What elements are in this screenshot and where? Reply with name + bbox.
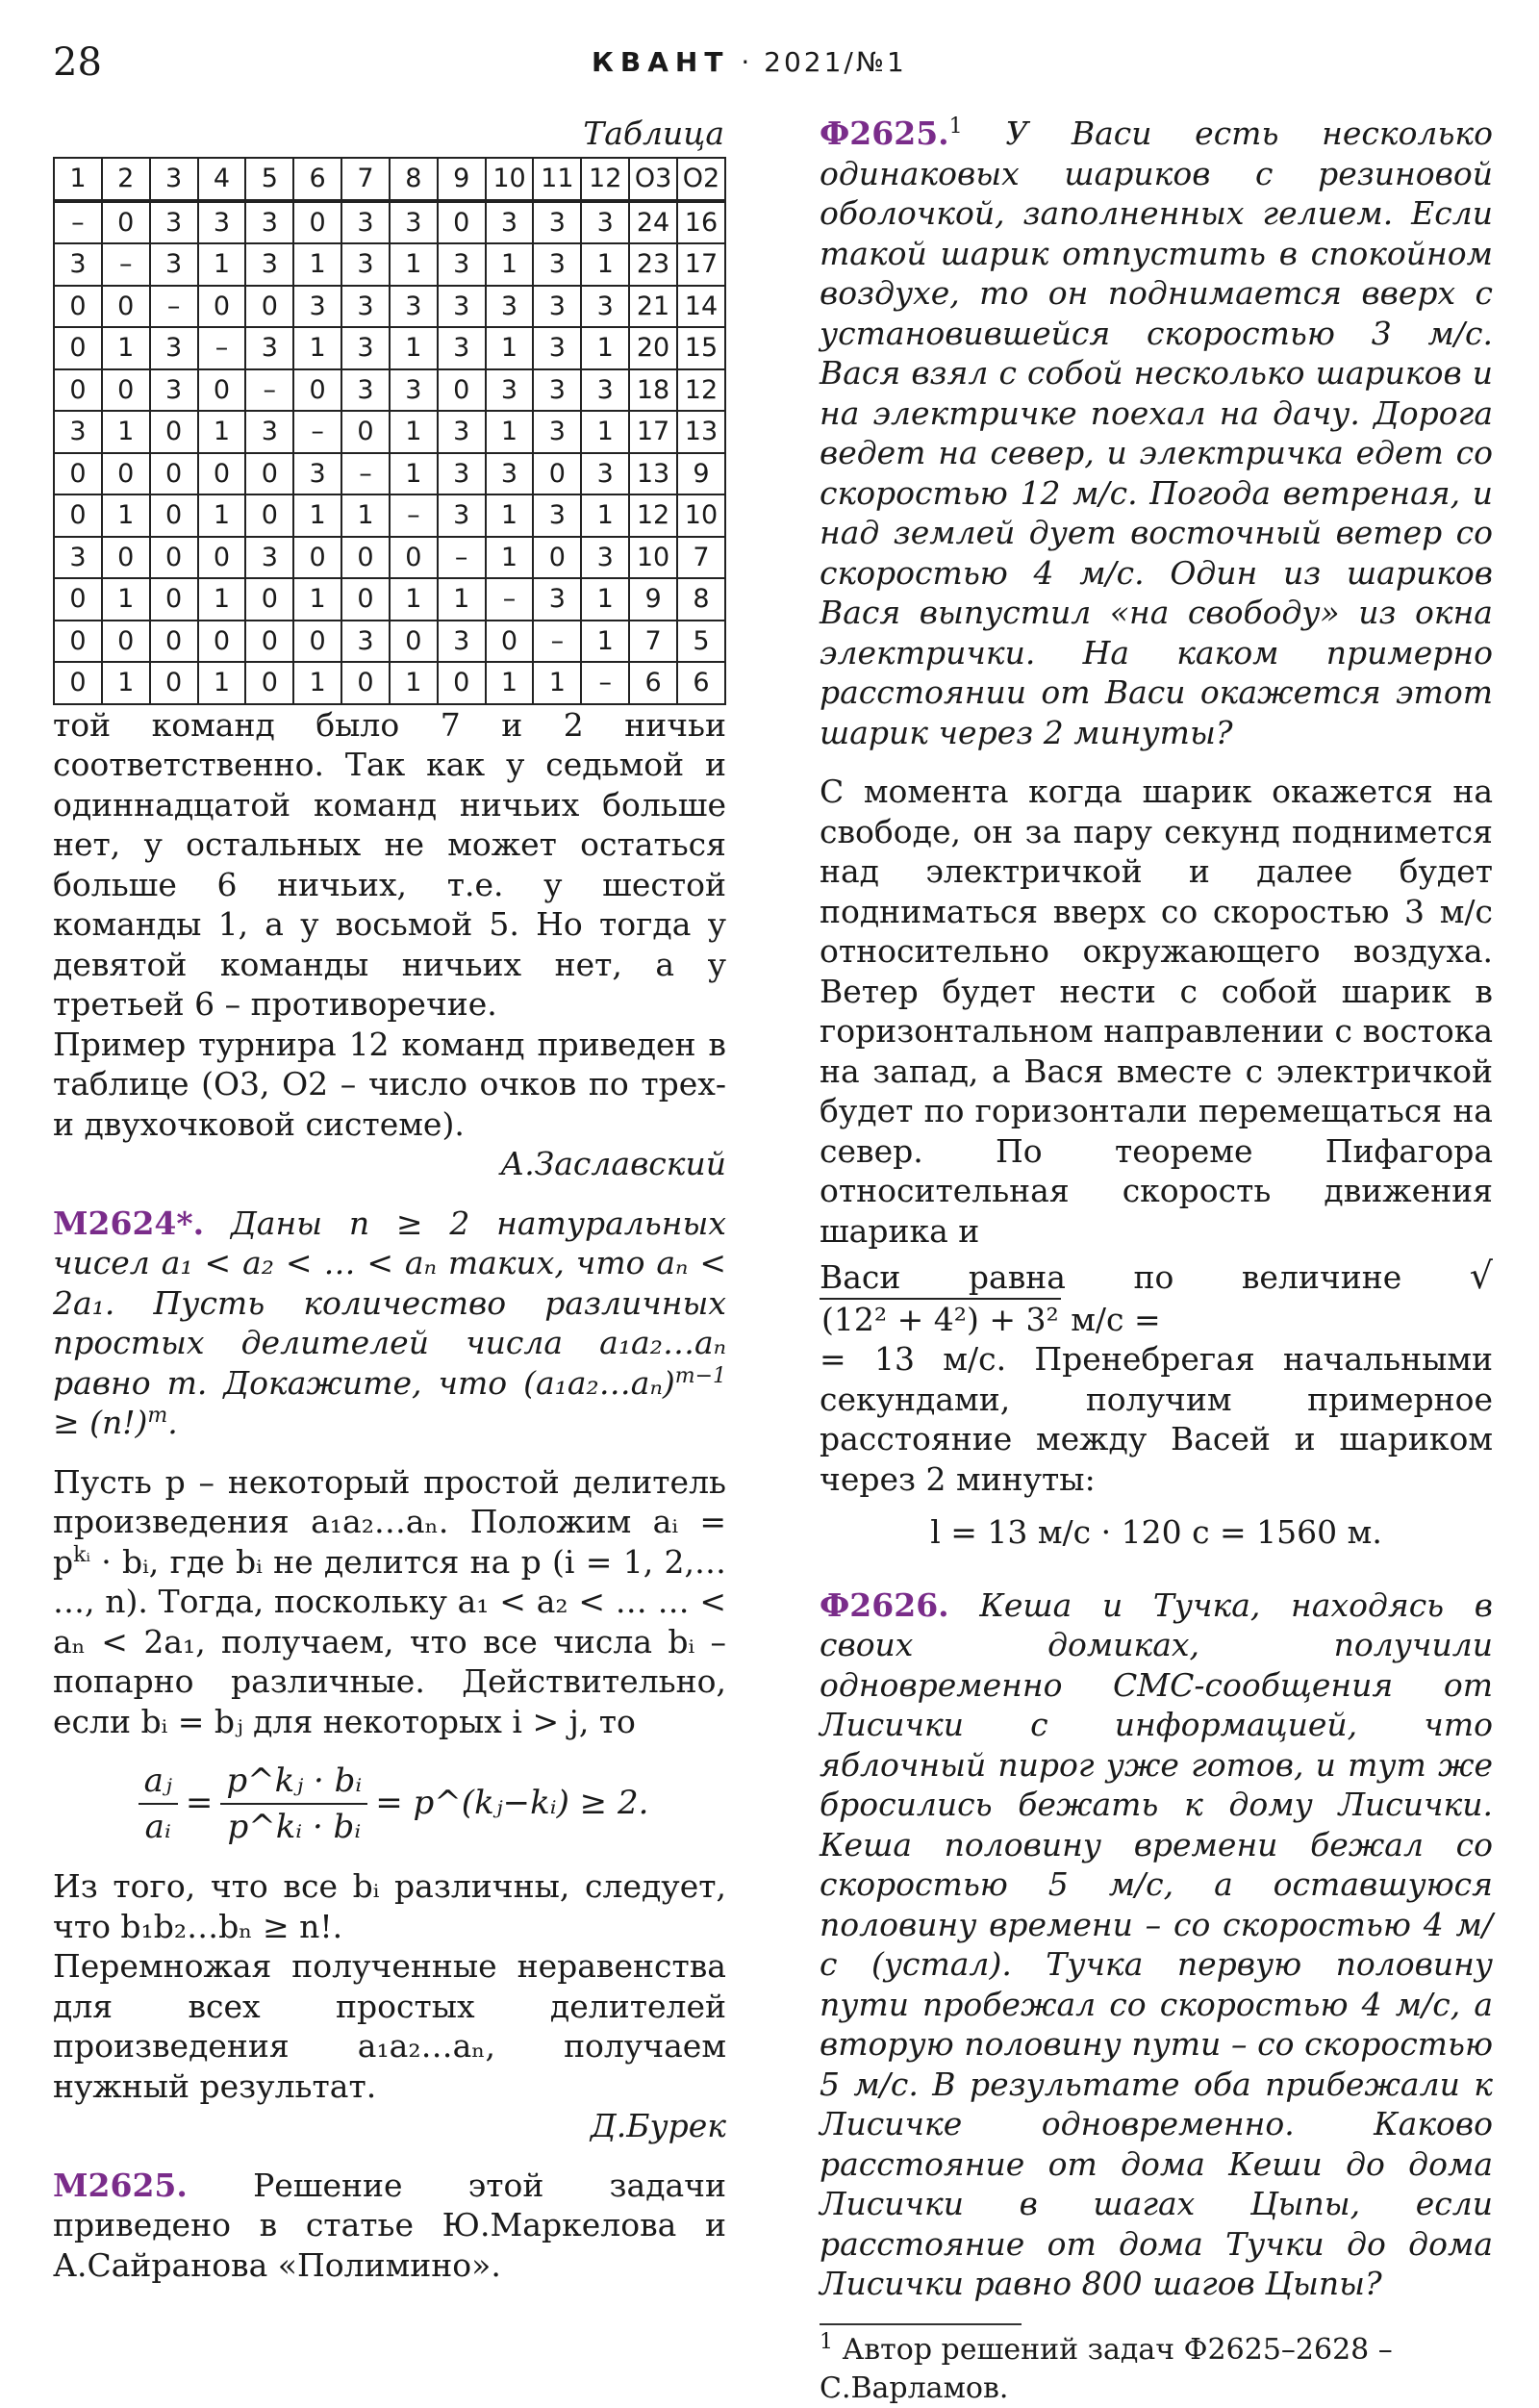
fraction-2 [220,1759,367,1849]
table-cell: 0 [198,537,246,579]
fraction-formula: $\frac{\text{aⱼ}}{\text{aᵢ}}$ = $\frac{\text{p\textasciicircum{}kⱼ · bᵢ}}{\text{p\textasciicircum{}kᵢ · bᵢ}}$ = p^(kⱼ−kᵢ) ≥ 2. [53,1741,726,1866]
table-cell: 6 [629,662,677,704]
table-cell: 3 [341,327,390,369]
f2625-solution: С момента когда шарик окажется на свободе, он за пару секунд поднимется над электричкой и далее будет подниматься вверх со скоростью 3 м/с относительно окружающего воздуха. Ветер будет нести с собой шарик в горизонтальном направлении с востока на запад, а Вася вместе с электричкой будет по горизонтали перемещаться на север. По теореме Пифагора относительная скорость движения шарика и [820,773,1493,1250]
table-cell: 3 [245,411,293,453]
table-cell: 0 [54,662,102,704]
journal-name: КВАНТ [592,46,730,78]
page-number: 28 [53,40,102,85]
table-cell: 3 [438,327,486,369]
m2624-text-c: Пусть количество различных простых делителей числа a₁a₂…aₙ равно m. Докажите, что (a₁a₂…aₙ) [53,1283,727,1402]
problem-id-m2625: М2625. [53,2166,188,2204]
page-header [53,40,1496,98]
table-cell: 1 [390,243,438,286]
table-cell: 3 [390,201,438,244]
table-cell: 3 [438,243,486,286]
table-cell: 1 [198,494,246,537]
table-cell: 3 [438,494,486,537]
table-cell: 0 [245,578,293,621]
table-cell: 1 [102,494,150,537]
table-row [54,621,725,663]
m2624-text-e: . [167,1404,178,1441]
table-cell: 0 [438,369,486,412]
table-cell: 1 [581,243,629,286]
f2626-text: Кеша и Тучка, находясь в своих домиках, получили одновременно СМС-сообщения от Лисички с информацией, что яблочный пирог уже готов, и тут же бросились бежать к дому Лисички. Кеша половину времени бежал со скоростью 5 м/с, а оставшуюся половину времени – со скоростью 4 м/с (устал). Тучка первую половину пути пробежал со скоростью 4 м/с, а вторую половину пути – со скоростью 5 м/с. В результате оба прибежали к Лисичке одновременно. Каково расстояние от дома Кеши до дома Лисички в шагах Цыпы, если расстояние от дома Тучки до дома Лисички равно 800 шагов Цыпы? [820,1585,1494,2302]
table-cell: 0 [54,621,102,663]
table-cell: 20 [629,327,677,369]
table-cell: 15 [677,327,725,369]
table-cell: 1 [581,494,629,537]
table-cell: 1 [293,494,341,537]
table-header-cell: 6 [293,158,341,201]
problem-f2625 [820,114,1493,752]
table-cell: 17 [677,243,725,286]
table-cell: 3 [341,621,390,663]
table-cell: – [486,578,534,621]
table-cell: 0 [198,621,246,663]
table-cell: 0 [341,578,390,621]
table-cell: 16 [677,201,725,244]
table-cell: 1 [102,327,150,369]
table-row [54,662,725,704]
table-cell: – [438,537,486,579]
table-cell: – [293,411,341,453]
m2624-text-b: a₁ < a₂ < … < aₙ таких, что aₙ < 2a₁. [53,1244,726,1322]
table-cell: 13 [629,453,677,495]
table-cell: 0 [198,369,246,412]
table-cell: – [581,662,629,704]
problem-id-f2625: Ф2625. [820,114,949,152]
table-cell: 1 [486,243,534,286]
table-header-cell: 11 [533,158,581,201]
solution-text-a: Пусть p – некоторый простой делитель произведения a₁a₂…aₙ. Положим aᵢ = p [53,1462,726,1581]
table-cell: 0 [54,494,102,537]
table-row [54,201,725,244]
table-cell: 1 [581,621,629,663]
table-cell: 3 [341,201,390,244]
table-cell: 0 [54,453,102,495]
table-cell: 0 [341,411,390,453]
table-cell: 3 [245,201,293,244]
footnote-rule [820,2323,1022,2325]
fraction-2-denominator: p^kᵢ · bᵢ [227,1808,362,1846]
table-cell: 1 [102,662,150,704]
table-cell: 0 [54,578,102,621]
table-cell: 3 [150,243,198,286]
table-cell: 9 [629,578,677,621]
table-cell: – [341,453,390,495]
table-cell: 1 [102,578,150,621]
m2624-text-a: Даны n ≥ 2 натуральных чисел [53,1204,726,1281]
table-cell: 1 [293,327,341,369]
solution-text-c: Из того, что все bᵢ различны, следует, что b₁b₂…bₙ ≥ n!. [53,1867,726,1945]
table-header-cell: 10 [486,158,534,201]
table-cell: 3 [533,411,581,453]
table-cell: 3 [341,243,390,286]
running-title [592,46,907,78]
table-cell: 13 [677,411,725,453]
table-cell: 3 [341,369,390,412]
table-cell: – [198,327,246,369]
table-cell: 3 [486,369,534,412]
table-header-cell: 12 [581,158,629,201]
table-cell: 0 [438,201,486,244]
table-cell: 10 [677,494,725,537]
table-cell: 0 [198,453,246,495]
table-cell: 12 [629,494,677,537]
table-cell: 7 [629,621,677,663]
table-cell: 3 [390,369,438,412]
table-cell: 1 [341,494,390,537]
table-cell: 1 [486,537,534,579]
table-cell: 1 [486,411,534,453]
table-cell: 14 [677,286,725,328]
left-column [53,114,726,2285]
table-cell: 0 [150,621,198,663]
table-cell: 0 [390,621,438,663]
left-paragraph-1: той команд было 7 и 2 ничьи соответственно. Так как у седьмой и одиннадцатой команд ничьих больше нет, у остальных не может остаться больше 6 ничьих, т.е. у шестой команды 1, а у восьмой 5. Но тогда у девятой команды ничьих нет, а у третьей 6 – противоречие. [53,705,726,1023]
table-cell: 0 [438,662,486,704]
f2625-solution-2: = 13 м/с. Пренебрегая начальными секундами, получим примерное расстояние между Васей и шариком через 2 минуты: [820,1340,1493,1498]
problem-m2624 [53,1204,726,1443]
table-header-cell: 3 [150,158,198,201]
table-cell: 1 [438,578,486,621]
table-cell: 9 [677,453,725,495]
table-caption: Таблица [583,114,724,152]
table-cell: 8 [677,578,725,621]
table-row [54,369,725,412]
table-cell: 7 [677,537,725,579]
table-cell: 3 [341,286,390,328]
table-cell: 0 [54,369,102,412]
table-cell: 1 [581,327,629,369]
solution-text-b: · bᵢ, где bᵢ не делится на p (i = 1, 2,… …, n). Тогда, поскольку a₁ < a₂ < … … < aₙ < 2a₁, получаем, что все числа bᵢ – попарно различные. Действительно, если bᵢ = bⱼ для некоторых i > j, то [53,1542,726,1740]
m2625-text: Решение этой задачи приведено в статье Ю.Маркелова и А.Сайранова «Полимино». [53,2166,726,2284]
table-cell: 0 [245,494,293,537]
f2625-result: l = 13 м/с · 120 с = 1560 м. [930,1513,1382,1551]
m2624-text-d: ≥ (n!) [53,1404,148,1441]
table-cell: 0 [150,537,198,579]
table-cell: 0 [102,537,150,579]
table-row [54,494,725,537]
table-cell: 0 [150,494,198,537]
table-cell: 6 [677,662,725,704]
table-cell: 3 [150,327,198,369]
table-cell: 3 [533,494,581,537]
table-cell: 3 [245,537,293,579]
fraction-tail: = p^(kⱼ−kᵢ) ≥ 2. [375,1784,649,1823]
table-cell: 0 [54,327,102,369]
table-cell: 3 [54,411,102,453]
solution-text-d: Перемножая полученные неравенства для всех простых делителей произведения a₁a₂…aₙ, получаем нужный результат. [53,1947,726,2105]
table-cell: – [390,494,438,537]
author-burek: Д.Бурек [590,2107,726,2144]
table-cell: 0 [102,201,150,244]
f2625-formula-lead: Васи равна по величине [820,1258,1402,1296]
table-cell: 3 [533,243,581,286]
table-cell: 3 [438,621,486,663]
fraction-2-numerator: p^kⱼ · bᵢ [220,1759,367,1805]
table-cell: 3 [438,286,486,328]
table-cell: 1 [390,453,438,495]
table-cell: – [150,286,198,328]
fraction-1-numerator: aⱼ [139,1759,178,1805]
table-cell: 0 [245,662,293,704]
f2625-formula-line: Васи равна по величине √(12² + 4²) + 3² м/с = [820,1255,1493,1338]
table-header-cell: 9 [438,158,486,201]
f2625-formula-tail: м/с = [1071,1300,1161,1338]
table-cell: 1 [390,578,438,621]
table-cell: 0 [102,286,150,328]
table-cell: 0 [293,201,341,244]
table-row [54,327,725,369]
table-cell: 18 [629,369,677,412]
table-cell: 0 [533,453,581,495]
table-cell: 3 [533,369,581,412]
table-cell: 1 [390,662,438,704]
table-cell: 3 [438,411,486,453]
table-cell: 0 [341,662,390,704]
table-cell: – [533,621,581,663]
score-table [53,157,726,705]
table-cell: 0 [245,453,293,495]
problem-m2625 [53,2166,726,2286]
problem-id-f2626: Ф2626. [820,1585,949,1624]
f2625-text: У Васи есть несколько одинаковых шариков с резиновой оболочкой, заполненных гелием. Если такой шарик отпустить в спокойном воздухе, то он поднимается вверх с установившейся скоростью 3 м/с. Вася взял с собой несколько шариков и на электричке поехал на дачу. Дорога ведет на север, и электричка едет со скоростью 12 м/с. Погода ветреная, и над землей дует восточный ветер со скоростью 4 м/с. Один из шариков Вася выпустил «на свободу» из окна электрички. На каком примерно расстоянии от Васи окажется этот шарик через 2 минуты? [820,114,1493,751]
table-cell: 1 [293,243,341,286]
table-cell: 0 [150,662,198,704]
table-cell: 0 [150,578,198,621]
table-cell: 21 [629,286,677,328]
footnote [820,2331,1493,2408]
table-cell: 3 [54,537,102,579]
table-cell: 0 [293,621,341,663]
table-cell: 0 [533,537,581,579]
table-cell: 1 [102,411,150,453]
table-cell: 17 [629,411,677,453]
table-cell: 3 [581,537,629,579]
table-cell: 0 [102,369,150,412]
table-cell: 1 [198,578,246,621]
table-header-cell: О3 [629,158,677,201]
m2624-exponent-2: m [147,1404,168,1428]
table-cell: 3 [581,286,629,328]
solution-exponent: kᵢ [73,1542,90,1567]
table-cell: 3 [245,243,293,286]
table-cell: 23 [629,243,677,286]
table-cell: 0 [293,369,341,412]
table-cell: 3 [533,578,581,621]
table-cell: 1 [390,411,438,453]
fraction-1 [139,1759,178,1849]
table-cell: 3 [486,201,534,244]
table-cell: – [245,369,293,412]
footnote-text: Автор решений задач Ф2625–2628 – С.Варламов. [820,2332,1393,2405]
table-cell: 0 [150,453,198,495]
table-cell: 3 [581,369,629,412]
table-cell: 3 [390,286,438,328]
m2624-solution [53,1462,726,1742]
table-cell: 24 [629,201,677,244]
right-column [820,114,1493,2408]
journal-issue: · 2021/№1 [741,46,907,78]
table-cell: 0 [102,621,150,663]
table-cell: 1 [293,578,341,621]
table-cell: 3 [438,453,486,495]
fraction-1-denominator: aᵢ [144,1808,171,1846]
f2625-formula-root: (12² + 4²) + 3² [820,1298,1061,1340]
table-header-cell: О2 [677,158,725,201]
table-cell: 3 [533,201,581,244]
table-cell: 1 [293,662,341,704]
table-header-cell: 8 [390,158,438,201]
table-cell: 1 [486,494,534,537]
table-cell: 3 [533,327,581,369]
table-cell: 0 [293,537,341,579]
table-cell: 3 [293,286,341,328]
footnote-ref: 1 [948,114,963,139]
table-cell: 0 [150,411,198,453]
table-header-cell: 5 [245,158,293,201]
table-cell: 3 [150,369,198,412]
problem-id-m2624: М2624*. [53,1204,205,1242]
table-cell: 0 [198,286,246,328]
table-cell: 1 [198,662,246,704]
table-cell: 3 [293,453,341,495]
table-cell: 3 [581,201,629,244]
table-cell: 3 [533,286,581,328]
table-header-cell: 4 [198,158,246,201]
table-row [54,453,725,495]
table-header-cell: 2 [102,158,150,201]
table-cell: – [54,201,102,244]
table-body [54,201,725,704]
table-cell: 5 [677,621,725,663]
table-cell: 10 [629,537,677,579]
problem-f2626 [820,1585,1493,2304]
table-row [54,286,725,328]
table-header-row [54,158,725,201]
table-cell: 1 [581,411,629,453]
table-cell: – [102,243,150,286]
table-cell: 1 [198,411,246,453]
table-cell: 3 [198,201,246,244]
table-cell: 0 [341,537,390,579]
table-cell: 3 [150,201,198,244]
table-cell: 1 [198,243,246,286]
table-cell: 3 [486,286,534,328]
table-cell: 0 [486,621,534,663]
table-cell: 1 [486,662,534,704]
table-cell: 0 [245,621,293,663]
table-cell: 3 [54,243,102,286]
table-cell: 0 [245,286,293,328]
m2624-exponent-1: m−1 [674,1363,726,1388]
table-cell: 12 [677,369,725,412]
table-row [54,537,725,579]
table-cell: 3 [581,453,629,495]
table-cell: 3 [486,453,534,495]
table-cell: 1 [390,327,438,369]
table-cell: 3 [245,327,293,369]
table-cell: 0 [390,537,438,579]
table-header-cell: 7 [341,158,390,201]
table-cell: 1 [486,327,534,369]
left-paragraph-2: Пример турнира 12 команд приведен в таблице (О3, О2 – число очков по трех- и двухочковой системе). [53,1025,726,1143]
table-cell: 0 [102,453,150,495]
table-cell: 1 [533,662,581,704]
table-cell: 0 [54,286,102,328]
table-row [54,578,725,621]
table-header-cell: 1 [54,158,102,201]
table-cell: 1 [581,578,629,621]
table-row [54,243,725,286]
author-zaslavsky: А.Заславский [500,1145,726,1182]
table-row [54,411,725,453]
footnote-mark: 1 [820,2329,833,2354]
